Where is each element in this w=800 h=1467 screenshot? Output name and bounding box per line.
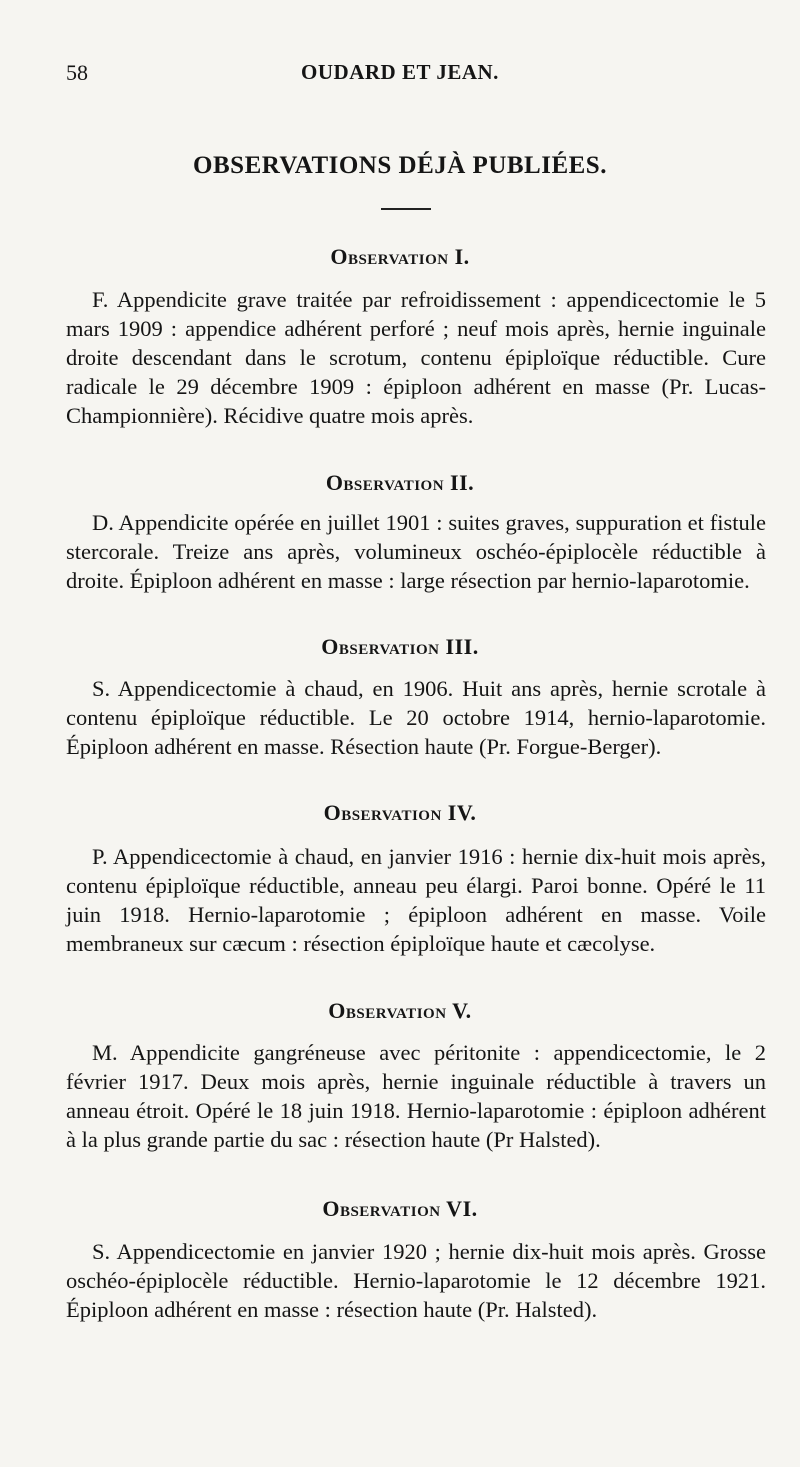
observation-heading: Observation I. (330, 244, 470, 269)
observation-heading: Observation IV. (323, 800, 477, 825)
title-rule (381, 208, 431, 210)
observation-heading: Observation V. (328, 998, 472, 1023)
observation-text: M. Appendicite gangréneuse avec péritonite : appendicectomie, le 2 février 1917. Deux mois après, hernie inguinale réductible à travers un anneau étroit. Opéré le 18 juin 1918. Hernio-laparotomie : épiploon adhérent à la plus grande partie du sac : résection haute (Pr Halsted). (66, 1040, 766, 1152)
observation-heading: Observation III. (321, 634, 479, 659)
observation-text: F. Appendicite grave traitée par refroidissement : appendicectomie le 5 mars 1909 : appendice adhérent perforé ; neuf mois après, hernie inguinale droite descendant dans le scrotum, contenu épiploïque réductible. Cure radicale le 29 décembre 1909 : épiploon adhérent en masse (Pr. Lucas-Championnière). Récidive quatre mois après. (66, 287, 766, 428)
observation-text: S. Appendicectomie à chaud, en 1906. Huit ans après, hernie scrotale à contenu épiploïque réductible. Le 20 octobre 1914, hernio-laparotomie. Épiploon adhérent en masse. Résection haute (Pr. Forgue-Berger). (66, 676, 766, 759)
observation-text: S. Appendicectomie en janvier 1920 ; hernie dix-huit mois après. Grosse oschéo-épiplocèle réductible. Hernio-laparotomie le 12 décembre 1921. Épiploon adhérent en masse : résection haute (Pr. Halsted). (66, 1239, 766, 1322)
observation-text: P. Appendicectomie à chaud, en janvier 1916 : hernie dix-huit mois après, contenu épiploïque réductible, anneau peu élargi. Paroi bonne. Opéré le 11 juin 1918. Hernio-laparotomie ; épiploon adhérent en masse. Voile membraneux sur cæcum : résection épiploïque haute et cæcolyse. (66, 844, 766, 956)
section-title: OBSERVATIONS DÉJÀ PUBLIÉES. (193, 152, 607, 179)
running-head (66, 60, 734, 90)
observation-text: D. Appendicite opérée en juillet 1901 : suites graves, suppuration et fistule stercorale. Treize ans après, volumineux oschéo-épiplocèle réductible à droite. Épiploon adhérent en masse : large résection par hernio-laparotomie. (66, 510, 766, 593)
running-title: OUDARD ET JEAN. (301, 60, 499, 84)
observation-heading: Observation II. (325, 470, 475, 495)
page-number: 58 (66, 60, 88, 85)
observation-heading: Observation VI. (322, 1196, 478, 1221)
